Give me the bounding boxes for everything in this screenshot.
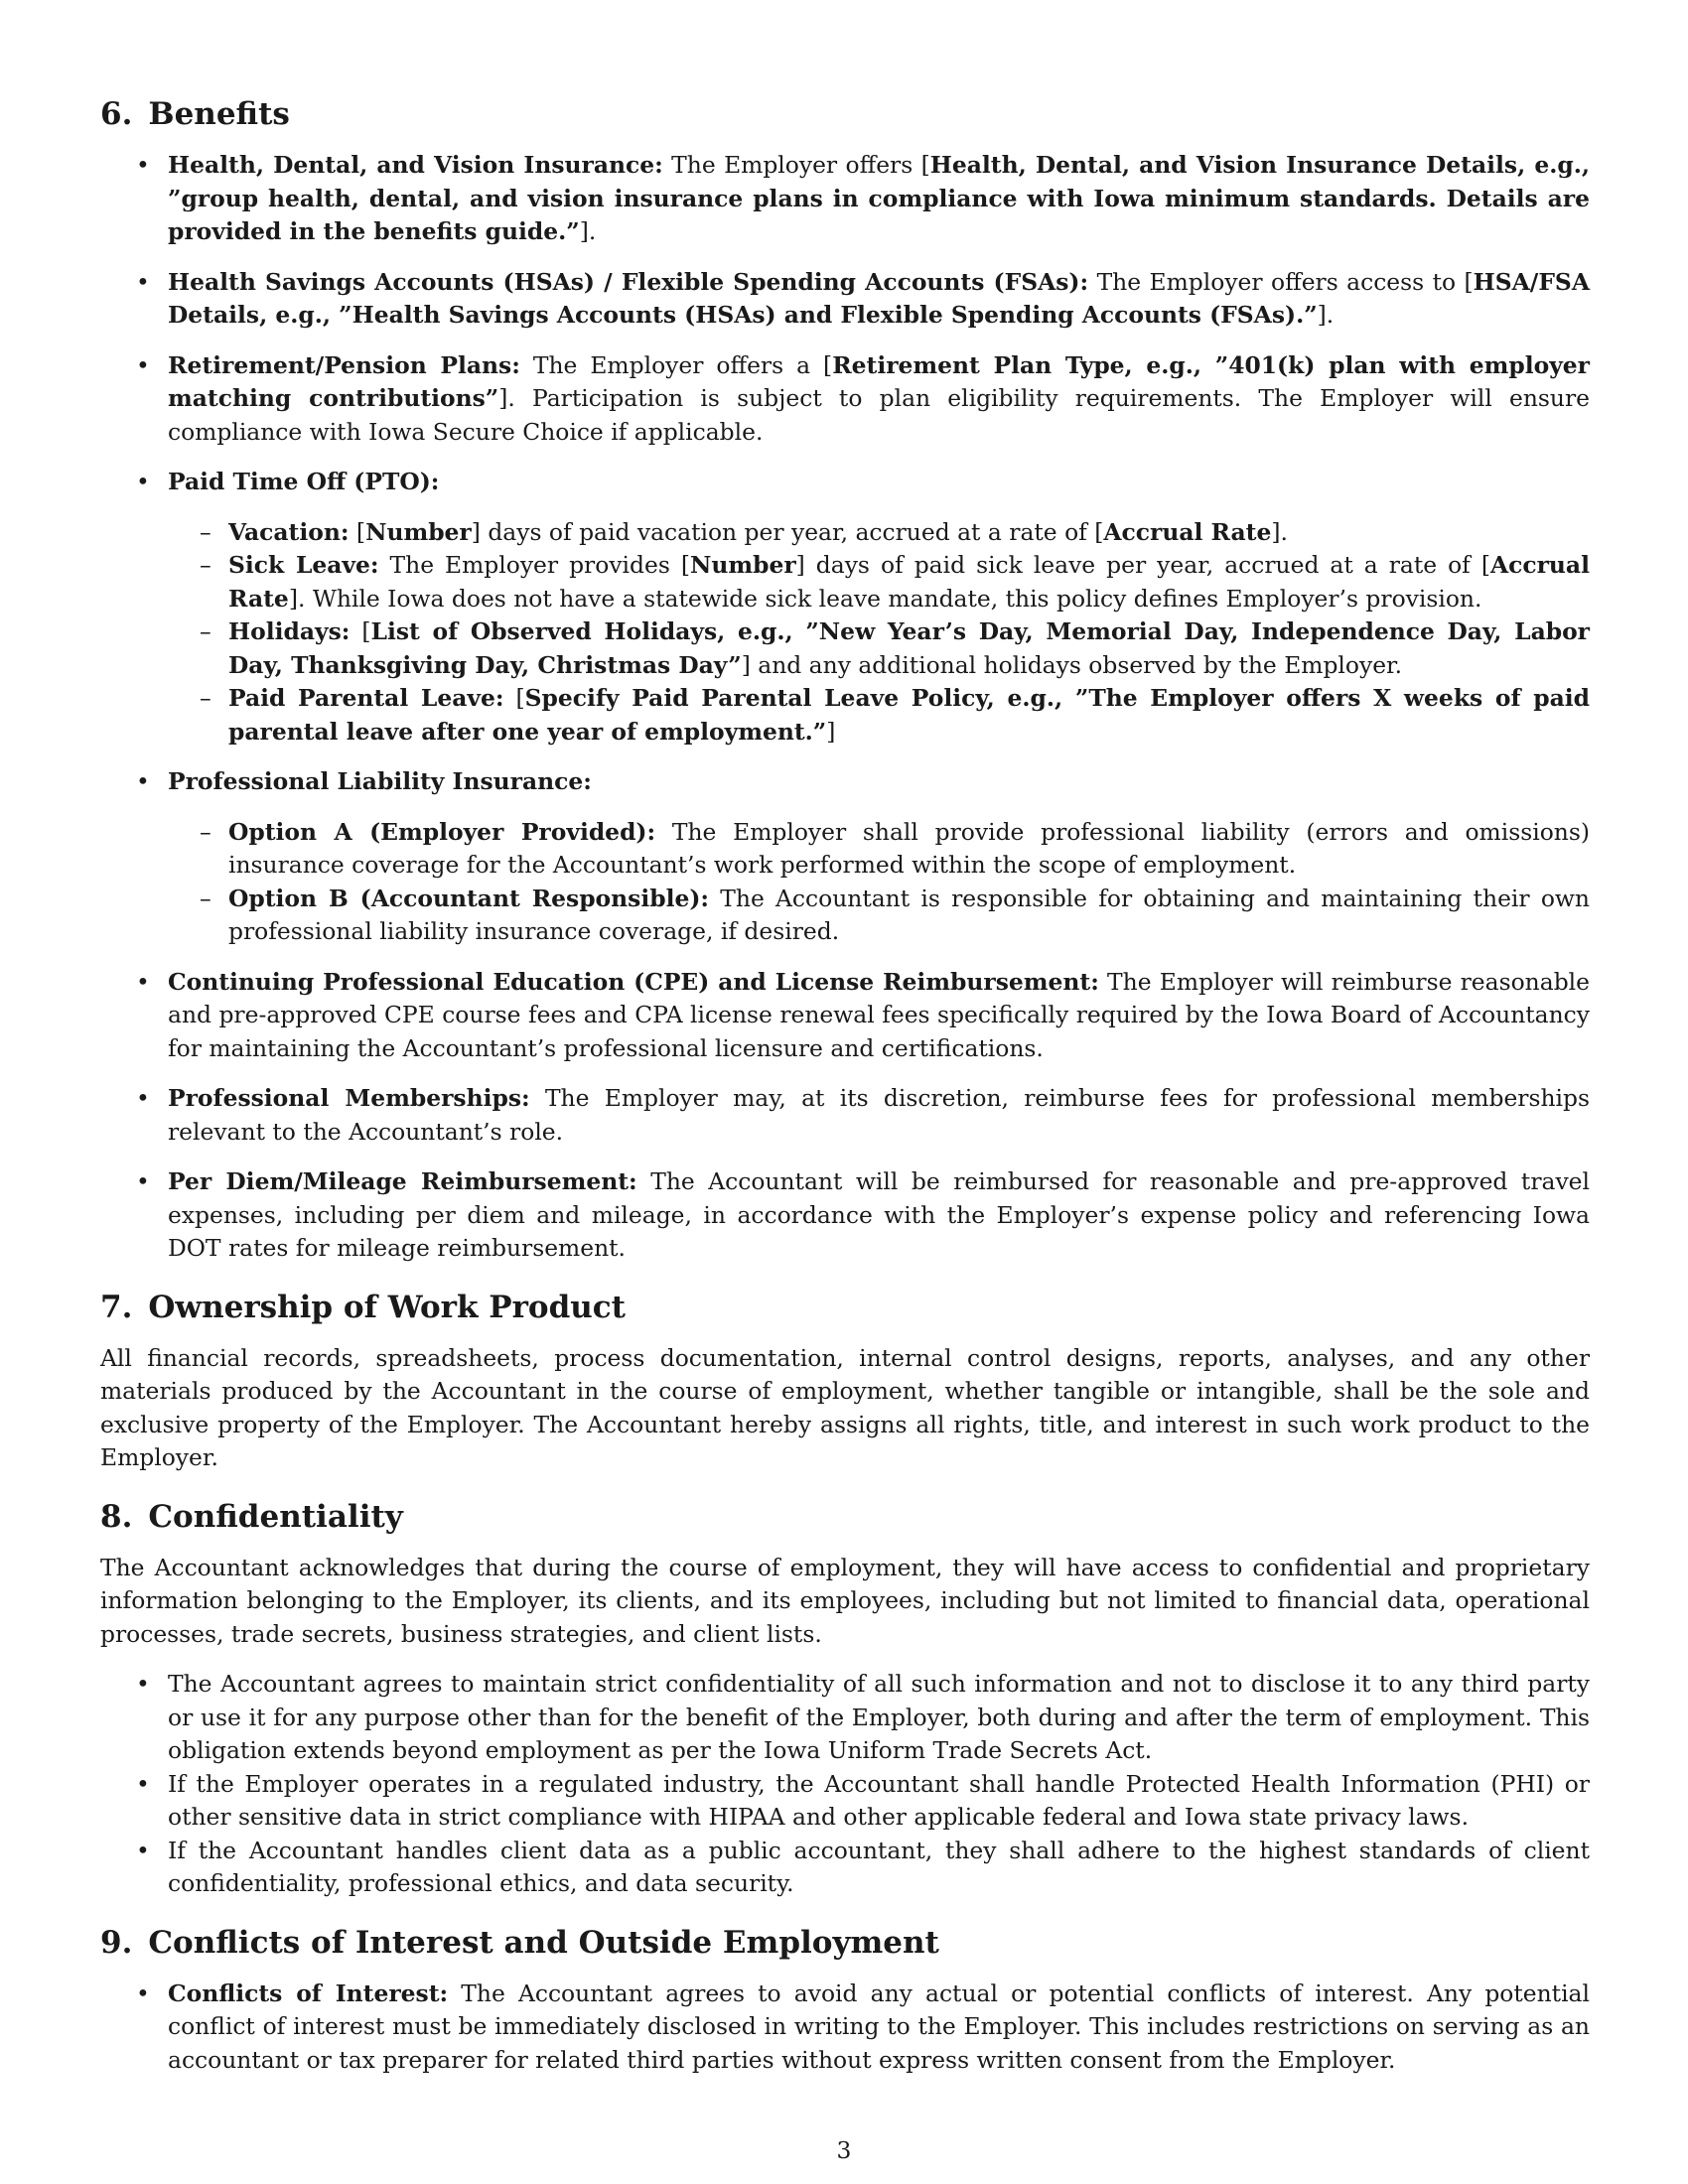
item-text: The Employer offers access to [ bbox=[1088, 267, 1474, 296]
section-title: Benefits bbox=[148, 96, 290, 132]
list-item-health-insurance bbox=[100, 149, 1590, 249]
item-label: Health, Dental, and Vision Insurance: bbox=[168, 151, 663, 179]
placeholder-text: Retirement Plan Type, e.g., ”401(k) plan with employer matching contributions” bbox=[168, 350, 1591, 412]
item-text: ] bbox=[826, 717, 836, 746]
placeholder-text: Health, Dental, and Vision Insurance Details, e.g., ”group health, dental, and vision insurance plans in compliance with Iowa minimum standards. Details are provided in the benefits guide.” bbox=[168, 151, 1590, 245]
item-text: The Employer shall provide professional liability (errors and omissions) insurance coverage for the Accountant’s work performed within the scope of employment. bbox=[228, 817, 1590, 879]
item-label: Vacation: bbox=[228, 517, 350, 546]
item-label: Option B (Accountant Responsible): bbox=[228, 884, 710, 912]
paragraph: All financial records, spreadsheets, process documentation, internal control designs, reports, analyses, and any other materials produced by the Accountant in the course of employment, whether tangible or intangible, shall be the sole and exclusive property of the Employer. The Accountant hereby assigns all rights, title, and interest in such work product to the Employer. bbox=[100, 1343, 1590, 1471]
item-text: The Employer offers a [ bbox=[519, 350, 833, 379]
item-text: The Employer will reimburse reasonable and pre-approved CPE course fees and CPA license renewal fees specifically required by the Iowa Board of Accountancy for maintaining the Accountant’s professional licensure and certifications. bbox=[168, 967, 1590, 1062]
section-title: Conflicts of Interest and Outside Employment bbox=[148, 1924, 939, 1961]
placeholder-text: Accrual Rate bbox=[228, 551, 1590, 613]
item-label: Continuing Professional Education (CPE) and License Reimbursement: bbox=[168, 967, 1099, 996]
section-number: 8. bbox=[100, 1498, 133, 1535]
item-text: ] days of paid sick leave per year, accrued at a rate of [ bbox=[795, 551, 1490, 579]
section-number: 9. bbox=[100, 1924, 133, 1961]
item-text: The Accountant agrees to avoid any actual or potential conflicts of interest. Any potential conflict of interest must be immediately disclosed in writing to the Employer. This includes restrictions on serving as an accountant or tax preparer for related third parties without express written consent from the Employer. bbox=[168, 1979, 1590, 2074]
list-item: • The Accountant agrees to maintain strict confidentiality of all such information and not to disclose it to any third party or use it for any purpose other than for the benefit of the Employer, both during and after the term of employment. This obligation extends beyond employment as per the Iowa Uniform Trade Secrets Act. bbox=[100, 1668, 1590, 1768]
item-text: The Accountant will be reimbursed for reasonable and pre-approved travel expenses, including per diem and mileage, in accordance with the Employer’s expense policy and referencing Iowa DOT rates for mileage reimbursement. bbox=[168, 1167, 1590, 1262]
list-item: • If the Accountant handles client data as a public accountant, they shall adhere to the highest standards of client confidentiality, professional ethics, and data security. bbox=[100, 1835, 1590, 1901]
section-title: Ownership of Work Product bbox=[148, 1289, 626, 1325]
item-text: [ bbox=[349, 517, 366, 546]
item-text: [ bbox=[350, 617, 371, 645]
paragraph: The Accountant acknowledges that during the course of employment, they will have access to confidential and proprietary information belonging to the Employer, its clients, and its employees, including but not limited to financial data, operational processes, trade secrets, business strategies, and client lists. bbox=[100, 1553, 1590, 1648]
placeholder-text: List of Observed Holidays, e.g., ”New Year’s Day, Memorial Day, Independence Day, Labor Day, Thanksgiving Day, Christmas Day” bbox=[228, 617, 1590, 679]
item-label: Conflicts of Interest: bbox=[168, 1979, 449, 2007]
item-text: [ bbox=[503, 684, 525, 712]
section-heading bbox=[100, 94, 1590, 134]
item-text: ] and any additional holidays observed by the Employer. bbox=[741, 650, 1403, 679]
item-text: The Accountant is responsible for obtaining and maintaining their own professional liability insurance coverage, if desired. bbox=[228, 884, 1590, 945]
placeholder-text: HSA/FSA Details, e.g., ”Health Savings Accounts (HSAs) and Flexible Spending Accounts (FSAs).” bbox=[168, 267, 1590, 329]
section-benefits bbox=[100, 94, 1590, 1266]
placeholder-text: Accrual Rate bbox=[1103, 517, 1272, 546]
section-ownership bbox=[100, 1288, 1590, 1475]
list-item-conflicts bbox=[100, 1978, 1590, 2078]
section-conflicts bbox=[100, 1923, 1590, 2078]
item-text: ] days of paid vacation per year, accrued at a rate of [ bbox=[471, 517, 1104, 546]
list-item-cpe bbox=[100, 966, 1590, 1066]
list-item-per-diem bbox=[100, 1165, 1590, 1266]
item-text: ]. Participation is subject to plan eligibility requirements. The Employer will ensure compliance with Iowa Secure Choice if applicable. bbox=[168, 384, 1591, 446]
item-label: Health Savings Accounts (HSAs) / Flexible Spending Accounts (FSAs): bbox=[168, 267, 1089, 296]
document-page bbox=[100, 94, 1590, 2099]
sublist-item-parental-leave bbox=[168, 682, 1590, 749]
item-label: Holidays: bbox=[228, 617, 351, 645]
item-text: The Employer may, at its discretion, reimburse fees for professional memberships relevant to the Accountant’s role. bbox=[168, 1084, 1591, 1146]
sublist-item-option-b bbox=[168, 883, 1590, 949]
section-number: 7. bbox=[100, 1289, 133, 1325]
sublist-item-vacation bbox=[168, 516, 1590, 550]
item-label: Per Diem/Mileage Reimbursement: bbox=[168, 1167, 637, 1195]
section-number: 6. bbox=[100, 96, 133, 132]
benefits-list bbox=[100, 149, 1590, 1266]
pto-sublist bbox=[168, 516, 1590, 750]
page-number: 3 bbox=[836, 2136, 852, 2164]
section-confidentiality bbox=[100, 1497, 1590, 1901]
item-label: Paid Time Off (PTO): bbox=[168, 468, 440, 495]
item-label: Professional Memberships: bbox=[168, 1084, 530, 1112]
list-item-memberships bbox=[100, 1082, 1590, 1149]
sublist-item-holidays bbox=[168, 615, 1590, 682]
conflicts-list bbox=[100, 1978, 1590, 2078]
section-title: Confidentiality bbox=[148, 1498, 403, 1535]
item-text: ]. While Iowa does not have a statewide sick leave mandate, this policy defines Employer’s provision. bbox=[288, 584, 1482, 613]
item-label: Sick Leave: bbox=[228, 551, 379, 579]
section-heading bbox=[100, 1288, 1590, 1327]
item-label: Paid Parental Leave: bbox=[228, 684, 504, 712]
item-label: Option A (Employer Provided): bbox=[228, 817, 656, 846]
list-item-liability-insurance bbox=[100, 765, 1590, 949]
section-heading bbox=[100, 1497, 1590, 1537]
list-item-hsa-fsa bbox=[100, 266, 1590, 333]
item-text: The Employer provides [ bbox=[378, 551, 690, 579]
confidentiality-list bbox=[100, 1668, 1590, 1901]
item-text: ]. bbox=[579, 217, 597, 245]
item-text: The Employer offers [ bbox=[662, 151, 930, 179]
sublist-item-option-a bbox=[168, 816, 1590, 883]
item-label: Professional Liability Insurance: bbox=[168, 767, 592, 795]
placeholder-text: Number bbox=[689, 551, 796, 579]
placeholder-text: Specify Paid Parental Leave Policy, e.g., ”The Employer offers X weeks of paid parental leave after one year of employment.” bbox=[228, 684, 1590, 746]
item-label: Retirement/Pension Plans: bbox=[168, 350, 520, 379]
list-item: • If the Employer operates in a regulated industry, the Accountant shall handle Protected Health Information (PHI) or other sensitive data in strict compliance with HIPAA and other applicable federal and Iowa state privacy laws. bbox=[100, 1768, 1590, 1835]
item-text: ]. bbox=[1317, 301, 1335, 329]
section-heading bbox=[100, 1923, 1590, 1963]
liability-sublist bbox=[168, 816, 1590, 949]
list-item-retirement bbox=[100, 349, 1590, 450]
list-item-pto bbox=[100, 466, 1590, 749]
item-text: ]. bbox=[1271, 517, 1288, 546]
placeholder-text: Number bbox=[365, 517, 472, 546]
sublist-item-sick-leave bbox=[168, 549, 1590, 615]
